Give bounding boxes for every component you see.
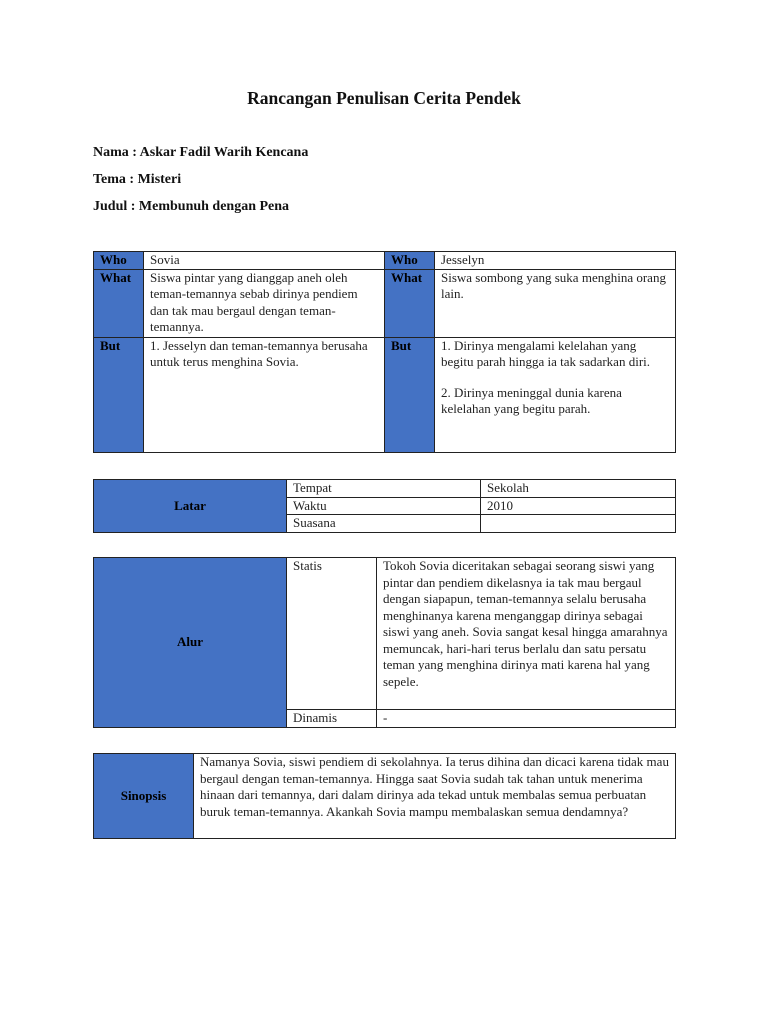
- who-label-left: Who: [94, 252, 144, 270]
- but-right-item-2: 2. Dirinya meninggal dunia karena kelelahan yang begitu parah.: [441, 384, 622, 416]
- but-label-right: But: [385, 337, 435, 452]
- latar-value: 2010: [481, 497, 676, 515]
- who-label-right: Who: [385, 252, 435, 270]
- latar-key: Suasana: [287, 515, 481, 533]
- judul-line: Judul : Membunuh dengan Pena: [93, 199, 290, 214]
- but-value-left: 1. Jesselyn dan teman-temannya berusaha untuk terus menghina Sovia.: [144, 337, 385, 452]
- tema-line: Tema : Misteri: [93, 172, 182, 187]
- latar-label: Latar: [94, 480, 287, 533]
- latar-table: [93, 479, 676, 533]
- what-label-left: What: [94, 269, 144, 337]
- nama-line: Nama : Askar Fadil Warih Kencana: [93, 145, 309, 160]
- latar-key: Tempat: [287, 480, 481, 498]
- but-label-left: But: [94, 337, 144, 452]
- alur-table: [93, 557, 676, 728]
- sinopsis-label: Sinopsis: [94, 754, 194, 839]
- character-table: [93, 251, 676, 453]
- dinamis-label: Dinamis: [287, 710, 377, 728]
- dinamis-text: -: [377, 710, 676, 728]
- alur-label: Alur: [94, 558, 287, 728]
- latar-value: [481, 515, 676, 533]
- but-right-item-1: 1. Dirinya mengalami kelelahan yang begitu parah hingga ia tak sadarkan diri.: [441, 337, 651, 369]
- sinopsis-text: Namanya Sovia, siswi pendiem di sekolahnya. Ia terus dihina dan dicaci karena tidak mau bergaul dengan teman-temannya. Hingga saat Sovia sudah tak tahan untuk menerima hinaan dari temannya, dari dalam dirinya ada tekad untuk membalas semua perbuatan buruk teman-temannya. Akankah Sovia mampu membalaskan semua dendamnya?: [194, 754, 676, 839]
- statis-label: Statis: [287, 558, 377, 710]
- who-value-right: Jesselyn: [435, 252, 676, 270]
- latar-value: Sekolah: [481, 480, 676, 498]
- what-value-right: Siswa sombong yang suka menghina orang lain.: [435, 269, 676, 337]
- who-value-left: Sovia: [144, 252, 385, 270]
- but-value-right: [435, 337, 676, 452]
- what-label-right: What: [385, 269, 435, 337]
- page-title: Rancangan Penulisan Cerita Pendek: [247, 88, 521, 108]
- what-value-left: Siswa pintar yang dianggap aneh oleh teman-temannya sebab dirinya pendiem dan tak mau bergaul dengan teman-temannya.: [144, 269, 385, 337]
- latar-key: Waktu: [287, 497, 481, 515]
- statis-text: Tokoh Sovia diceritakan sebagai seorang siswi yang pintar dan pendiem dikelasnya ia tak mau bergaul dengan siapapun, teman-temannya selalu berusaha menghinanya karena menganggap dirinya sebagai siswi yang aneh. Sovia sangat kesal hingga amarahnya memuncak, hari-hari terus berlalu dan satu persatu teman yang menghina dirinya mati karena hal yang sepele.: [377, 558, 676, 710]
- sinopsis-table: [93, 753, 676, 839]
